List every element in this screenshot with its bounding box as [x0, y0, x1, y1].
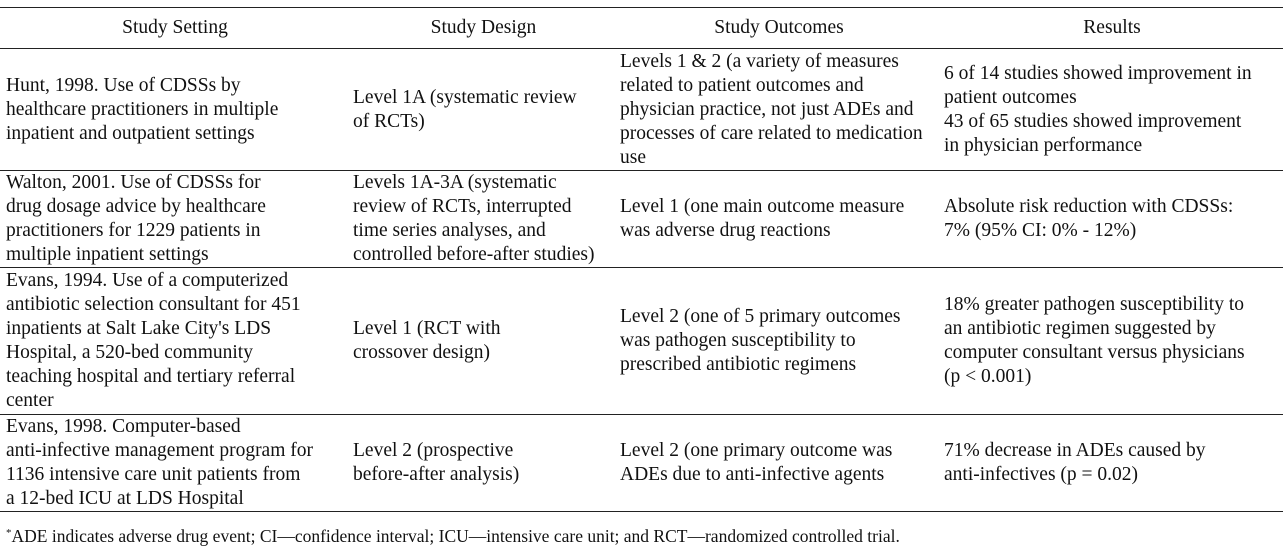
cell-line: time series analyses, and: [353, 220, 546, 241]
footnote-text: ADE indicates adverse drug event; CI—confidence interval; ICU—intensive care unit; and RCT—randomized controlled trial.: [11, 526, 900, 546]
cell-study-setting: [0, 268, 350, 415]
cell-results: [941, 171, 1283, 268]
cell-line: use: [620, 146, 646, 168]
cell-study-setting: [0, 415, 350, 512]
cell-line: 43 of 65 studies showed improvement: [944, 110, 1242, 132]
cell-study-design: [350, 268, 617, 415]
cell-line: anti-infectives (p = 0.02): [944, 464, 1139, 485]
cell-line: Hunt, 1998. Use of CDSSs by: [6, 74, 241, 96]
cell-study-outcomes: [617, 171, 941, 268]
cell-study-design: [350, 415, 617, 512]
cell-line: practitioners for 1229 patients in: [6, 220, 261, 241]
table-row: [0, 171, 1283, 268]
table-row: [0, 268, 1283, 415]
cell-line: Absolute risk reduction with CDSSs:: [944, 196, 1234, 217]
table-footnote: [6, 525, 900, 547]
cell-study-outcomes: [617, 49, 941, 171]
cell-line: Walton, 2001. Use of CDSSs for: [6, 172, 261, 193]
cell-line: of RCTs): [353, 110, 425, 132]
cell-line: drug dosage advice by healthcare: [6, 196, 266, 217]
table-header: [0, 8, 1283, 49]
cell-results: [941, 415, 1283, 512]
table-row: [0, 49, 1283, 171]
cell-results: [941, 268, 1283, 415]
cell-line: 18% greater pathogen susceptibility to: [944, 294, 1245, 315]
cell-line: physician practice, not just ADEs and: [620, 98, 914, 120]
cell-results: [941, 49, 1283, 171]
table-row: [0, 415, 1283, 512]
cell-line: Level 1A (systematic review: [353, 86, 577, 108]
cell-line: before-after analysis): [353, 464, 520, 485]
cell-line: crossover design): [353, 342, 491, 363]
cell-line: patient outcomes: [944, 86, 1077, 108]
cell-line: inpatients at Salt Lake City's LDS: [6, 318, 272, 339]
header-results: Results: [941, 8, 1283, 49]
cell-line: was adverse drug reactions: [620, 220, 831, 241]
cell-line: teaching hospital and tertiary referral: [6, 366, 296, 387]
cell-line: 1136 intensive care unit patients from: [6, 464, 301, 485]
header-study-outcomes: Study Outcomes: [617, 8, 941, 49]
cell-line: Level 1 (RCT with: [353, 318, 501, 339]
cell-line: healthcare practitioners in multiple: [6, 98, 279, 120]
cell-line: Hospital, a 520-bed community: [6, 342, 253, 363]
study-table: [0, 7, 1283, 512]
cell-line: prescribed antibiotic regimens: [620, 354, 857, 375]
cell-study-setting: [0, 49, 350, 171]
cell-line: Level 2 (prospective: [353, 440, 514, 461]
cell-line: anti-infective management program for: [6, 440, 313, 461]
cell-study-outcomes: [617, 268, 941, 415]
cell-line: (p < 0.001): [944, 366, 1032, 387]
cell-line: Levels 1 & 2 (a variety of measures: [620, 50, 899, 72]
cell-study-outcomes: [617, 415, 941, 512]
cell-line: Level 2 (one primary outcome was: [620, 440, 893, 461]
cell-line: controlled before-after studies): [353, 244, 595, 265]
cell-line: Evans, 1994. Use of a computerized: [6, 270, 289, 291]
cell-line: processes of care related to medication: [620, 122, 923, 144]
cell-line: computer consultant versus physicians: [944, 342, 1245, 363]
cell-line: center: [6, 390, 54, 411]
cell-line: in physician performance: [944, 134, 1143, 156]
footnote-marker: *: [6, 527, 12, 539]
cell-line: a 12-bed ICU at LDS Hospital: [6, 488, 244, 509]
cell-study-setting: [0, 171, 350, 268]
cell-study-design: [350, 49, 617, 171]
table-body: [0, 49, 1283, 512]
cell-line: ADEs due to anti-infective agents: [620, 464, 885, 485]
cell-study-design: [350, 171, 617, 268]
header-study-design: Study Design: [350, 8, 617, 49]
header-study-setting: Study Setting: [0, 8, 350, 49]
cell-line: 7% (95% CI: 0% - 12%): [944, 220, 1137, 241]
cell-line: Levels 1A-3A (systematic: [353, 172, 557, 193]
cell-line: 6 of 14 studies showed improvement in: [944, 62, 1252, 84]
cell-line: Level 2 (one of 5 primary outcomes: [620, 306, 901, 327]
cell-line: 71% decrease in ADEs caused by: [944, 440, 1206, 461]
study-table-container: [0, 7, 1283, 512]
cell-line: multiple inpatient settings: [6, 244, 209, 265]
cell-line: antibiotic selection consultant for 451: [6, 294, 301, 315]
cell-line: inpatient and outpatient settings: [6, 122, 255, 144]
cell-line: Level 1 (one main outcome measure: [620, 196, 905, 217]
cell-line: Evans, 1998. Computer-based: [6, 416, 241, 437]
cell-line: related to patient outcomes and: [620, 74, 864, 96]
cell-line: review of RCTs, interrupted: [353, 196, 572, 217]
header-row: [0, 8, 1283, 49]
cell-line: was pathogen susceptibility to: [620, 330, 856, 351]
cell-line: an antibiotic regimen suggested by: [944, 318, 1216, 339]
